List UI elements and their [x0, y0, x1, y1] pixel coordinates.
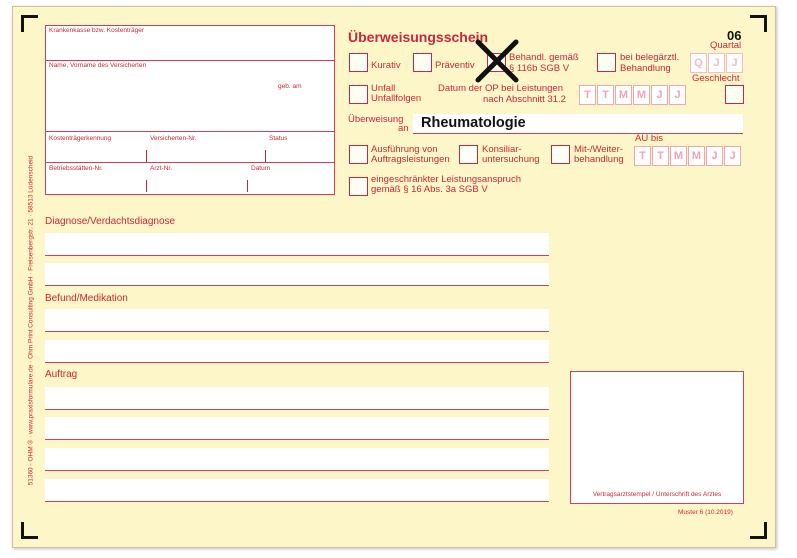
praeventiv-label: Präventiv [435, 60, 475, 71]
date-cell[interactable]: J [706, 146, 723, 166]
stempel-label: Vertragsarztstempel / Unterschrift des Arztes [592, 491, 722, 499]
konsiliar-label-1: Konsiliar- [482, 144, 522, 155]
diagnose-label: Diagnose/Verdachtsdiagnose [45, 216, 176, 227]
krankenkasse-field[interactable] [45, 25, 335, 61]
beleg-label-2: Behandlung [620, 63, 671, 74]
kurativ-checkbox[interactable] [349, 53, 368, 72]
ausfuehrung-label-2: Auftragsleistungen [371, 154, 450, 165]
ueberweisung-label-1: Überweisung [348, 114, 404, 125]
divider [146, 150, 147, 162]
form-number: 06 [727, 28, 742, 43]
befund-line[interactable] [45, 309, 549, 332]
diagnose-line[interactable] [45, 233, 549, 256]
unfall-label-1: Unfall [371, 83, 396, 94]
datum-label: Datum [251, 165, 271, 172]
versicherten-nr-label: Versicherten-Nr. [150, 135, 197, 142]
beleg-checkbox[interactable] [597, 53, 616, 72]
date-cell[interactable]: J [669, 85, 686, 105]
diagnose-line[interactable] [45, 263, 549, 286]
unfall-label-2: Unfallfolgen [371, 93, 422, 104]
geschlecht-checkbox[interactable] [725, 85, 744, 104]
corner-mark [21, 15, 38, 32]
unfall-checkbox[interactable] [349, 85, 368, 104]
date-cell[interactable]: M [615, 85, 632, 105]
status-label: Status [269, 135, 288, 142]
date-cell[interactable]: M [688, 146, 705, 166]
op-label-1: Datum der OP bei Leistungen [438, 83, 563, 94]
eingeschraenkt-label-2: gemäß § 16 Abs. 3a SGB V [371, 184, 488, 195]
praeventiv-checkbox[interactable] [413, 53, 432, 72]
corner-mark [21, 522, 38, 539]
form-title: Überweisungsschein [348, 29, 489, 45]
date-cell[interactable]: J [726, 53, 743, 73]
geb-label: geb. am [278, 83, 302, 90]
auftrag-label: Auftrag [45, 369, 78, 380]
quartal-label: Quartal [710, 40, 742, 51]
eingeschraenkt-checkbox[interactable] [349, 177, 368, 196]
divider [146, 180, 147, 192]
date-cell[interactable]: M [633, 85, 650, 105]
date-cell[interactable]: Q [690, 53, 707, 73]
kostentraeger-label: Kostenträgerkennung [49, 135, 112, 142]
divider [46, 162, 334, 163]
quartal-cells[interactable] [690, 53, 748, 73]
divider [265, 150, 266, 162]
referral-form [12, 6, 776, 548]
side-imprint: 51360 - OHM ® · www.praxisformulare.de · Ohm Print Consulting GmbH · Freisenbergstr. 21 · 58513 Lüdenscheid [27, 155, 35, 486]
muster-label: Muster 6 (10.2019) [678, 509, 733, 516]
handwritten-x-mark [474, 38, 520, 84]
auftrag-line[interactable] [45, 387, 549, 410]
auftrag-line[interactable] [45, 417, 549, 440]
corner-mark [750, 15, 767, 32]
mit-label-1: Mit-/Weiter- [574, 144, 623, 155]
op-label-2: nach Abschnitt 31.2 [483, 94, 566, 105]
befund-line[interactable] [45, 340, 549, 363]
arztstempel-box[interactable] [570, 371, 744, 504]
date-cell[interactable]: M [670, 146, 687, 166]
date-cell[interactable]: T [579, 85, 596, 105]
auftrag-line[interactable] [45, 479, 549, 502]
ueberweisung-field[interactable] [413, 114, 743, 134]
ueberweisung-value: Rheumatologie [421, 115, 526, 131]
geschlecht-label: Geschlecht [692, 73, 740, 84]
corner-mark [750, 522, 767, 539]
kurativ-label: Kurativ [371, 60, 401, 71]
mit-label-2: behandlung [574, 154, 624, 165]
behandl-label-1: Behandl. gemäß [509, 52, 579, 63]
date-cell[interactable]: T [634, 146, 651, 166]
date-cell[interactable]: J [651, 85, 668, 105]
auftrag-line[interactable] [45, 448, 549, 471]
date-cell[interactable]: J [724, 146, 741, 166]
au-date-cells[interactable] [634, 146, 744, 166]
ausfuehrung-checkbox[interactable] [349, 145, 368, 164]
krankenkasse-label: Krankenkasse bzw. Kostenträger [49, 27, 145, 34]
konsiliar-checkbox[interactable] [459, 145, 478, 164]
eingeschraenkt-label-1: eingeschränkter Leistungsanspruch [371, 174, 521, 185]
name-field[interactable] [45, 60, 335, 132]
arzt-nr-label: Arzt-Nr. [150, 165, 173, 172]
date-cell[interactable]: T [652, 146, 669, 166]
konsiliar-label-2: untersuchung [482, 154, 540, 165]
behandl-label-2: § 116b SGB V [509, 63, 570, 74]
befund-label: Befund/Medikation [45, 293, 128, 304]
name-label: Name, Vorname des Versicherten [49, 62, 147, 69]
betriebsstaetten-label: Betriebsstätten-Nr. [49, 165, 103, 172]
ausfuehrung-label-1: Ausführung von [371, 144, 438, 155]
ids-field[interactable] [45, 131, 335, 195]
op-date-cells[interactable] [579, 85, 689, 105]
ueberweisung-label-2: an [398, 123, 409, 134]
au-label: AU bis [635, 133, 663, 144]
date-cell[interactable]: J [708, 53, 725, 73]
divider [247, 180, 248, 192]
date-cell[interactable]: T [597, 85, 614, 105]
mit-weiter-checkbox[interactable] [551, 145, 570, 164]
beleg-label-1: bei belegärztl. [620, 52, 680, 63]
